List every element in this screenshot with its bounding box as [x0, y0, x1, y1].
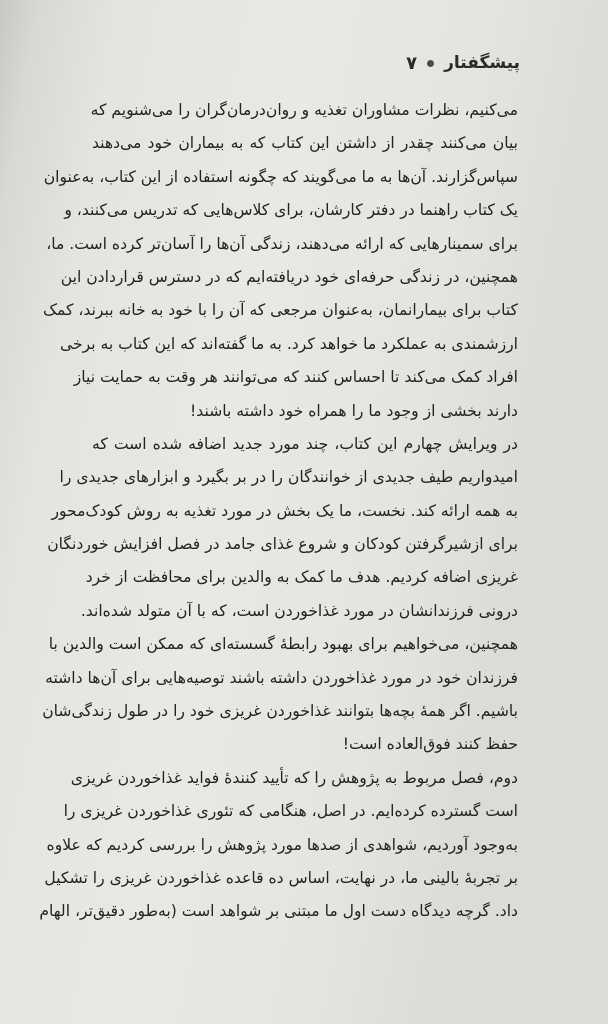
text-line: در ویرایش چهارم این کتاب، چند مورد جدید اضافه شده است که: [92, 434, 518, 453]
running-title: پیشگفتار: [444, 53, 520, 73]
paragraph-1: [43, 94, 518, 428]
text-line: می‌کنیم، نظرات مشاوران تغذیه و روان‌درمان‌گران را می‌شنویم که: [90, 101, 518, 119]
header-bullet-icon: [427, 60, 434, 67]
text-line: است گسترده کرده‌ایم. در اصل، هنگامی که تئوری غذاخوردن غریزی را: [63, 802, 518, 821]
text-line: دارند بخشی از وجود ما را همراه خود داشته باشند!: [190, 401, 518, 420]
text-line: کتاب برای بیمارانمان، به‌عنوان مرجعی که آن را با خود به خانه ببرند، کمک: [43, 301, 518, 320]
text-line: باشیم. اگر همهٔ بچه‌ها بتوانند غذاخوردن غریزی خود را در طول زندگی‌شان: [42, 702, 518, 721]
text-line: غریزی اضافه کردیم. هدف ما کمک به والدین برای محافظت از خرد: [85, 568, 518, 587]
text-line: همچنین، می‌خواهیم برای بهبود رابطهٔ گسسته‌ای که ممکن است والدین با: [48, 635, 518, 654]
text-line: دوم، فصل مربوط به پژوهش را که تأیید کنندهٔ فواید غذاخوردن غریزی: [70, 768, 518, 787]
text-line: برای ازشیرگرفتن کودکان و شروع غذای جامد در فصل افزایش خوردنگان: [47, 535, 518, 554]
text-line: داد. گرچه دیدگاه دست اول ما مبتنی بر شواهد است (به‌طور دقیق‌تر، الهام: [39, 902, 518, 921]
paragraph-3: [39, 762, 518, 929]
page-number: ۷: [406, 52, 418, 74]
page-header: [60, 48, 520, 78]
text-line: برای سمینارهایی که ارائه می‌دهند، زندگی آن‌ها را آسان‌تر کرده است. ما،: [46, 234, 518, 253]
text-line: به همه ارائه کند. نخست، ما یک بخش در مورد تغذیه به روش کودک‌محور: [51, 501, 518, 520]
text-line: بر تجربهٔ بالینی ما، در نهایت، اساس ده قاعده غذاخوردن غریزی را تشکیل: [44, 868, 518, 887]
text-line: یک کتاب راهنما در دفتر کارشان، برای کلاس‌هایی که تدریس می‌کنند، و: [64, 201, 518, 220]
text-line: افراد کمک می‌کند تا احساس کنند که می‌توانند هر وقت به حمایت نیاز: [73, 368, 518, 387]
text-line: حفظ کنند فوق‌العاده است!: [342, 735, 518, 754]
text-line: به‌وجود آوردیم، شواهدی از صدها مورد پژوهش را بررسی کردیم که علاوه: [46, 835, 518, 854]
text-line: ارزشمندی به عملکرد ما خواهد کرد. به ما گفته‌اند که این کتاب به برخی: [59, 334, 518, 353]
text-line: همچنین، در زندگی حرفه‌ای خود دریافته‌ایم که در دسترس قراردادن این: [60, 267, 518, 286]
text-line: درونی فرزندانشان در مورد غذاخوردن است، که با آن متولد شده‌اند.: [80, 601, 518, 620]
paragraph-2: [42, 428, 518, 762]
text-line: امیدواریم طیف جدیدی از خوانندگان را در بر بگیرد و ابزارهای جدیدی را: [59, 468, 518, 487]
text-line: سپاس‌گزارند. آن‌ها به ما می‌گویند که چگونه استفاده از این کتاب، به‌عنوان: [43, 167, 518, 186]
text-line: بیان می‌کنند چقدر از داشتن این کتاب که به بیماران خود می‌دهند: [92, 134, 518, 153]
body-text: [39, 94, 518, 929]
text-line: فرزندان خود در مورد غذاخوردن داشته باشند توصیه‌هایی برای آن‌ها داشته: [45, 668, 518, 687]
